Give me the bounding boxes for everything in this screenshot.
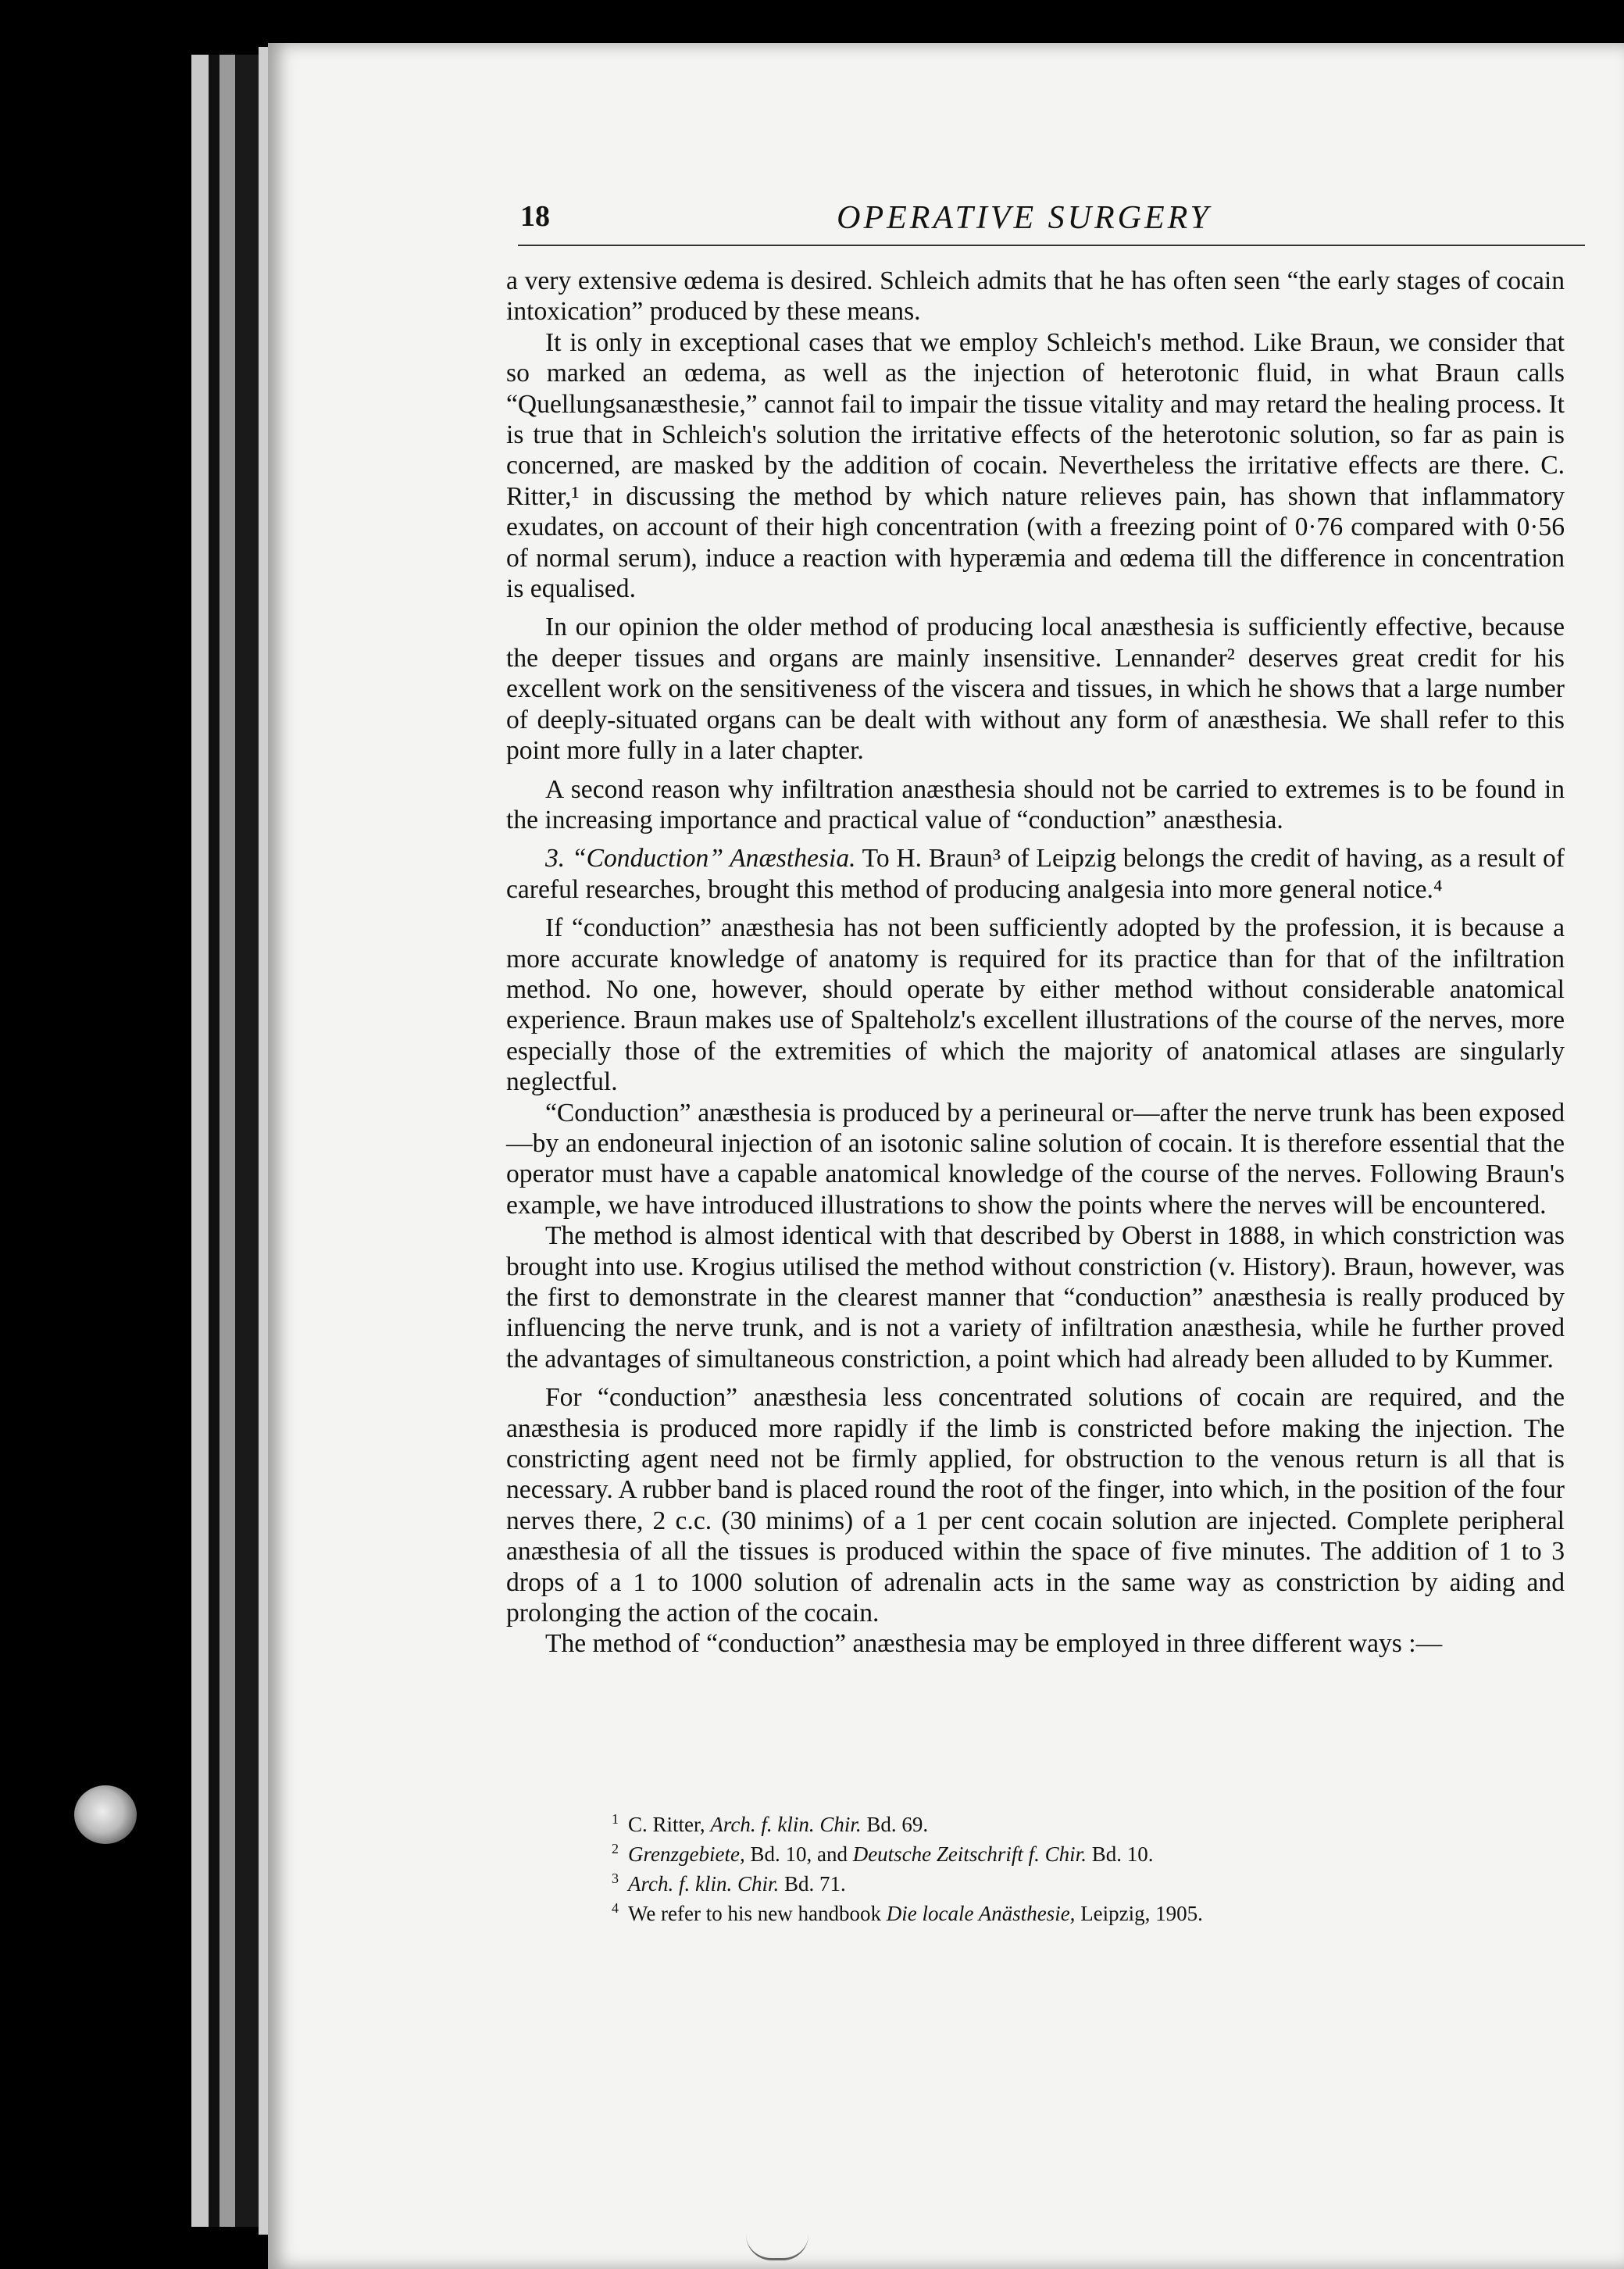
book-page	[268, 43, 1624, 2269]
footnote	[612, 1896, 1588, 1926]
scan-background-left	[0, 0, 191, 2269]
footnote-text: Bd. 10.	[1086, 1842, 1154, 1866]
footnote-text: Bd. 10, and	[744, 1842, 853, 1866]
footnote-text: We refer to his new handbook	[628, 1902, 887, 1925]
paragraph: If “conduction” anæsthesia has not been sufficiently adopted by the profession, it is because a more accurate knowledge of anatomy is required for its practice than for that of the infiltration method. No one, however, should operate by either method without considerable anatomical experience. Braun makes use of Spalteholz's excellent illustrations of the course of the nerves, more especially those of the extremities of which the majority of anatomical atlases are singularly neglectful.	[506, 913, 1565, 1097]
footnote-text: Leipzig, 1905.	[1075, 1902, 1203, 1925]
section-text: To H. Braun³ of Leipzig belongs the credit of having, as a result of careful researches, brought this method of producing analgesia into more general notice.⁴	[506, 844, 1565, 904]
footnote-citation: Grenzgebiete,	[628, 1842, 745, 1866]
paragraph: In our opinion the older method of producing local anæsthesia is sufficiently effective, because the deeper tissues and organs are mainly insensitive. Lennander² deserves great credit for his excellent work on the sensitiveness of the viscera and tissues, in which he shows that a large number of deeply-situated organs can be dealt with without any form of anæsthesia. We shall refer to this point more fully in a later chapter.	[506, 613, 1565, 766]
footnote-citation: Arch. f. klin. Chir.	[628, 1872, 780, 1896]
running-title: OPERATIVE SURGERY	[837, 200, 1212, 236]
footnote	[612, 1837, 1588, 1867]
paragraph: It is only in exceptional cases that we employ Schleich's method. Like Braun, we consider that so marked an œdema, as well as the injection of heterotonic fluid, in what Braun calls “Quellungsanæsthesie,” cannot fail to impair the tissue vitality and may retard the healing process. It is true that in Schleich's solution the irritative effects of the heterotonic solution, so far as pain is concerned, are masked by the addition of cocain. Nevertheless the irritative effects are there. C. Ritter,¹ in discussing the method by which nature relieves pain, has shown that inflammatory exudates, on account of their high concentration (with a freezing point of 0·76 compared with 0·56 of normal serum), induce a reaction with hyperæmia and œdema till the difference in concentration is equalised.	[506, 327, 1565, 604]
paragraph: a very extensive œdema is desired. Schleich admits that he has often seen “the early stages of cocain intoxication” produced by these means.	[506, 266, 1565, 327]
footnote-text: Bd. 69.	[861, 1813, 929, 1836]
paragraph: For “conduction” anæsthesia less concentrated solutions of cocain are required, and the anæsthesia is produced more rapidly if the limb is constricted before making the injection. The constricting agent need not be firmly applied, for obstruction to the venous return is all that is necessary. A rubber band is placed round the root of the finger, into which, in the position of the four nerves there, 2 c.c. (30 minims) of a 1 per cent cocain solution are injected. Complete peripheral anæsthesia of all the tissues is produced within the space of five minutes. The addition of 1 to 3 drops of a 1 to 1000 solution of adrenalin acts in the same way as constriction by aiding and prolonging the action of the cocain.	[506, 1383, 1565, 1628]
book-spine-edge	[191, 55, 209, 2227]
body-text	[506, 266, 1565, 1660]
paragraph: The method of “conduction” anæsthesia may be employed in three different ways :—	[545, 1629, 1443, 1659]
footnote-citation: Arch. f. klin. Chir.	[710, 1813, 862, 1836]
section-paragraph	[506, 843, 1565, 905]
footnote-marker: 3	[612, 1871, 619, 1886]
footnote-marker: 1	[612, 1811, 619, 1827]
page-content	[268, 43, 1624, 2269]
footnote	[612, 1807, 1588, 1837]
footnote-citation: Deutsche Zeitschrift f. Chir.	[852, 1842, 1087, 1866]
footnote	[612, 1867, 1588, 1896]
footnote-text: C. Ritter,	[628, 1813, 711, 1836]
footnote-citation: Die locale Anästhesie,	[886, 1902, 1076, 1925]
page-number: 18	[520, 200, 550, 233]
footnotes	[612, 1807, 1588, 1926]
footnote-marker: 2	[612, 1841, 619, 1856]
footnote-marker: 4	[612, 1900, 619, 1916]
paragraph: A second reason why infiltration anæsthesia should not be carried to extremes is to be found in the increasing importance and practical value of “conduction” anæsthesia.	[506, 774, 1565, 834]
book-spine-edge	[235, 55, 259, 2227]
book-spine-edge	[220, 55, 235, 2227]
book-spine-edge	[259, 47, 268, 2235]
footnote-text: Bd. 71.	[779, 1872, 846, 1896]
header-rule	[518, 245, 1585, 246]
paragraph: The method is almost identical with that described by Oberst in 1888, in which constriction was brought into use. Krogius utilised the method without constriction (v. History). Braun, however, was the first to demonstrate in the clearest manner that “conduction” anæsthesia is really produced by influencing the nerve trunk, and is not a variety of infiltration anæsthesia, while he further proved the advantages of simultaneous constriction, a point which had already been alluded to by Kummer.	[506, 1221, 1565, 1374]
section-heading: 3. “Conduction” Anæsthesia.	[545, 844, 856, 874]
book-spine-edge	[209, 55, 220, 2227]
paragraph: “Conduction” anæsthesia is produced by a perineural or—after the nerve trunk has been exposed—by an endoneural injection of an isotonic saline solution of cocain. It is therefore essential that the operator must have a capable anatomical knowledge of the course of the nerves. Following Braun's example, we have introduced illustrations to show the points where the nerves will be encountered.	[506, 1098, 1565, 1220]
ink-blot	[74, 1785, 137, 1844]
